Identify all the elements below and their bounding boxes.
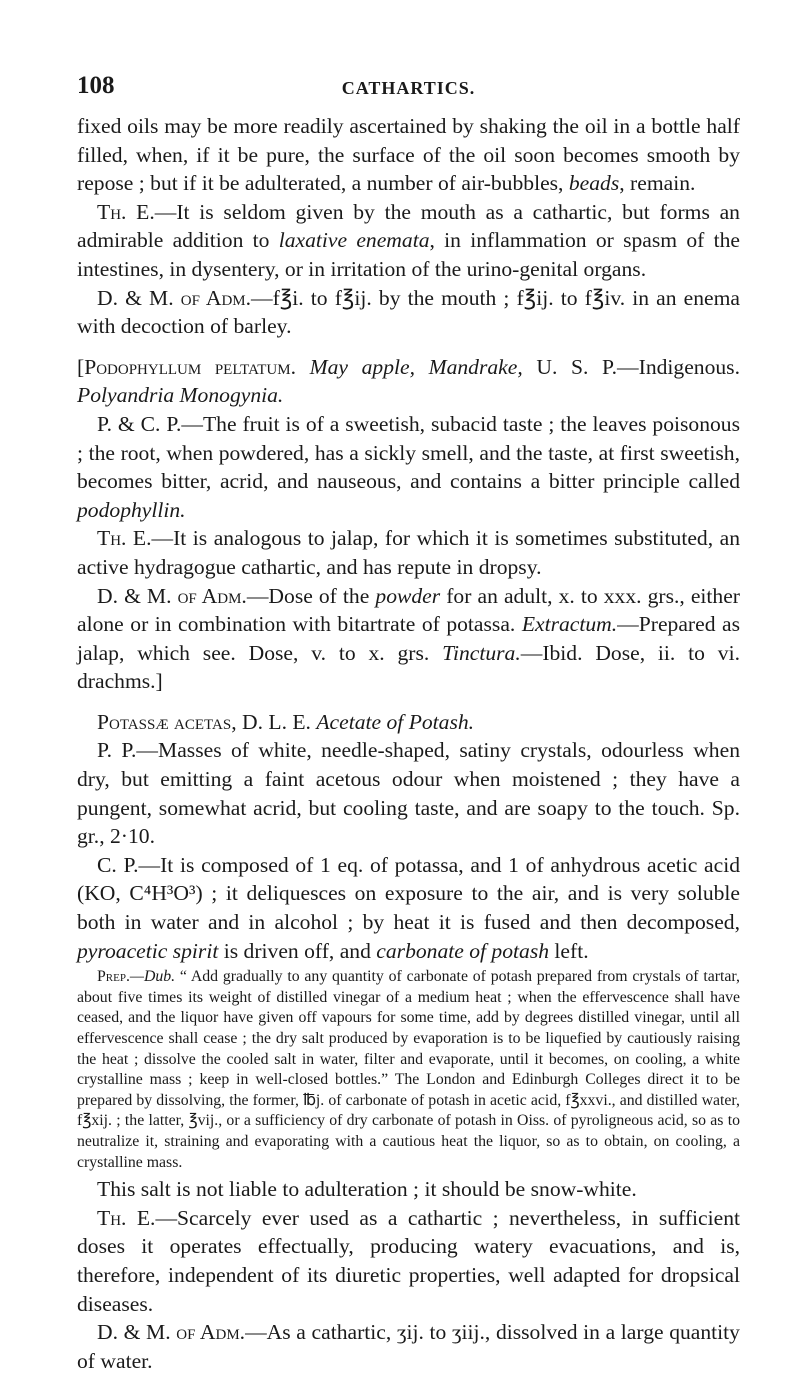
paragraph-podophyllum-properties: P. & C. P.—The fruit is of a sweetish, subacid taste ; the leaves poisonous ; the root, when powdered, has a sickly smell, and the taste, at first sweetish, becomes bitter, acrid, and nauseous, and contains a bitter principle called podophyllin.: [77, 411, 740, 522]
paragraph-physical-properties: P. P.—Masses of white, needle-shaped, satiny crystals, odourless when dry, but emitting a faint acetous odour when moistened ; they have a pungent, somewhat acrid, but cooling taste, and are soapy to the touch. Sp. gr., 2·10.: [77, 738, 740, 849]
paragraph-dose-2: D. & M. of Adm.—Dose of the powder for an adult, x. to xxx. grs., either alone or in combination with bitartrate of potassa. Extractum.—Prepared as jalap, which see. Dose, v. to x. grs. Tinctura.—Ibid. Dose, ii. to vi. drachms.]: [77, 583, 740, 694]
paragraph-therapeutic-effects-1: Th. E.—It is seldom given by the mouth as a cathartic, but forms an admirable addition to laxative enemata, in inflammation or spasm of the intestines, in dysentery, or in irritation of the urino-genital organs.: [77, 199, 740, 281]
running-title: CATHARTICS.: [341, 78, 476, 98]
paragraph-adulteration: This salt is not liable to adulteration ; it should be snow-white.: [97, 1177, 637, 1202]
paragraph-podophyllum-title: [Podophyllum peltatum. May apple, Mandrake, U. S. P.—Indigenous. Polyandria Monogynia.: [77, 354, 740, 408]
main-text-continued: [77, 1175, 740, 1375]
paragraph-oil-test: fixed oils may be more readily ascertained by shaking the oil in a bottle half filled, when, if it be pure, the surface of the oil soon becomes smooth by repose ; but if it be adulterated, a number of air-bubbles, beads, remain.: [77, 114, 740, 196]
main-text: [77, 112, 740, 965]
page-header: [77, 72, 740, 112]
page-number: 108: [77, 72, 115, 99]
paragraph-dose-3: D. & M. of Adm.—As a cathartic, ʒij. to ʒiij., dissolved in a large quantity of water.: [77, 1320, 740, 1373]
paragraph-dose-1: D. & M. of Adm.—f℥i. to f℥ij. by the mouth ; f℥ij. to f℥iv. in an enema with decoction of barley.: [77, 285, 740, 339]
paragraph-potassae-title: Potassæ acetas, D. L. E. Acetate of Potash.: [97, 709, 475, 734]
paragraph-chemical-properties: C. P.—It is composed of 1 eq. of potassa, and 1 of anhydrous acetic acid (KO, C⁴H³O³) ; it deliquesces on exposure to the air, and is very soluble both in water and in alcohol ; by heat it is fused and then decomposed, pyroacetic spirit is driven off, and carbonate of potash left.: [77, 852, 740, 963]
paragraph-therapeutic-effects-3: Th. E.—Scarcely ever used as a cathartic ; nevertheless, in sufficient doses it operates effectually, producing watery evacuations, and is, therefore, independent of its diuretic properties, well adapted for dropsical diseases.: [77, 1205, 740, 1316]
paragraph-preparation: Prep.—Dub. “ Add gradually to any quantity of carbonate of potash prepared from crystals of tartar, about five times its weight of distilled vinegar of a medium heat ; when the effervescence shall have ceased, and the liquor have given off vapours for some time, add by degrees distilled vinegar, until all effervescence shall cease ; the dry salt produced by evaporation is to be liquefied by cautiously raising the heat ; dissolve the cooled salt in water, filter and evaporate, until it becomes, on cooling, a white crystalline mass ; keep in well-closed bottles.” The London and Edinburgh Colleges direct it to be prepared by dissolving, the former, ℔j. of carbonate of potash in acetic acid, f℥xxvi., and distilled water, f℥xij. ; the latter, ℥vij., or a sufficiency of dry carbonate of potash in Oiss. of pyroligneous acid, so as to neutralize it, straining and evaporating with a cautious heat the liquor, so as to obtain, on cooling, a crystalline mass.: [77, 968, 740, 1171]
paragraph-therapeutic-effects-2: Th. E.—It is analogous to jalap, for which it is sometimes substituted, an active hydragogue cathartic, and has repute in dropsy.: [77, 526, 740, 579]
